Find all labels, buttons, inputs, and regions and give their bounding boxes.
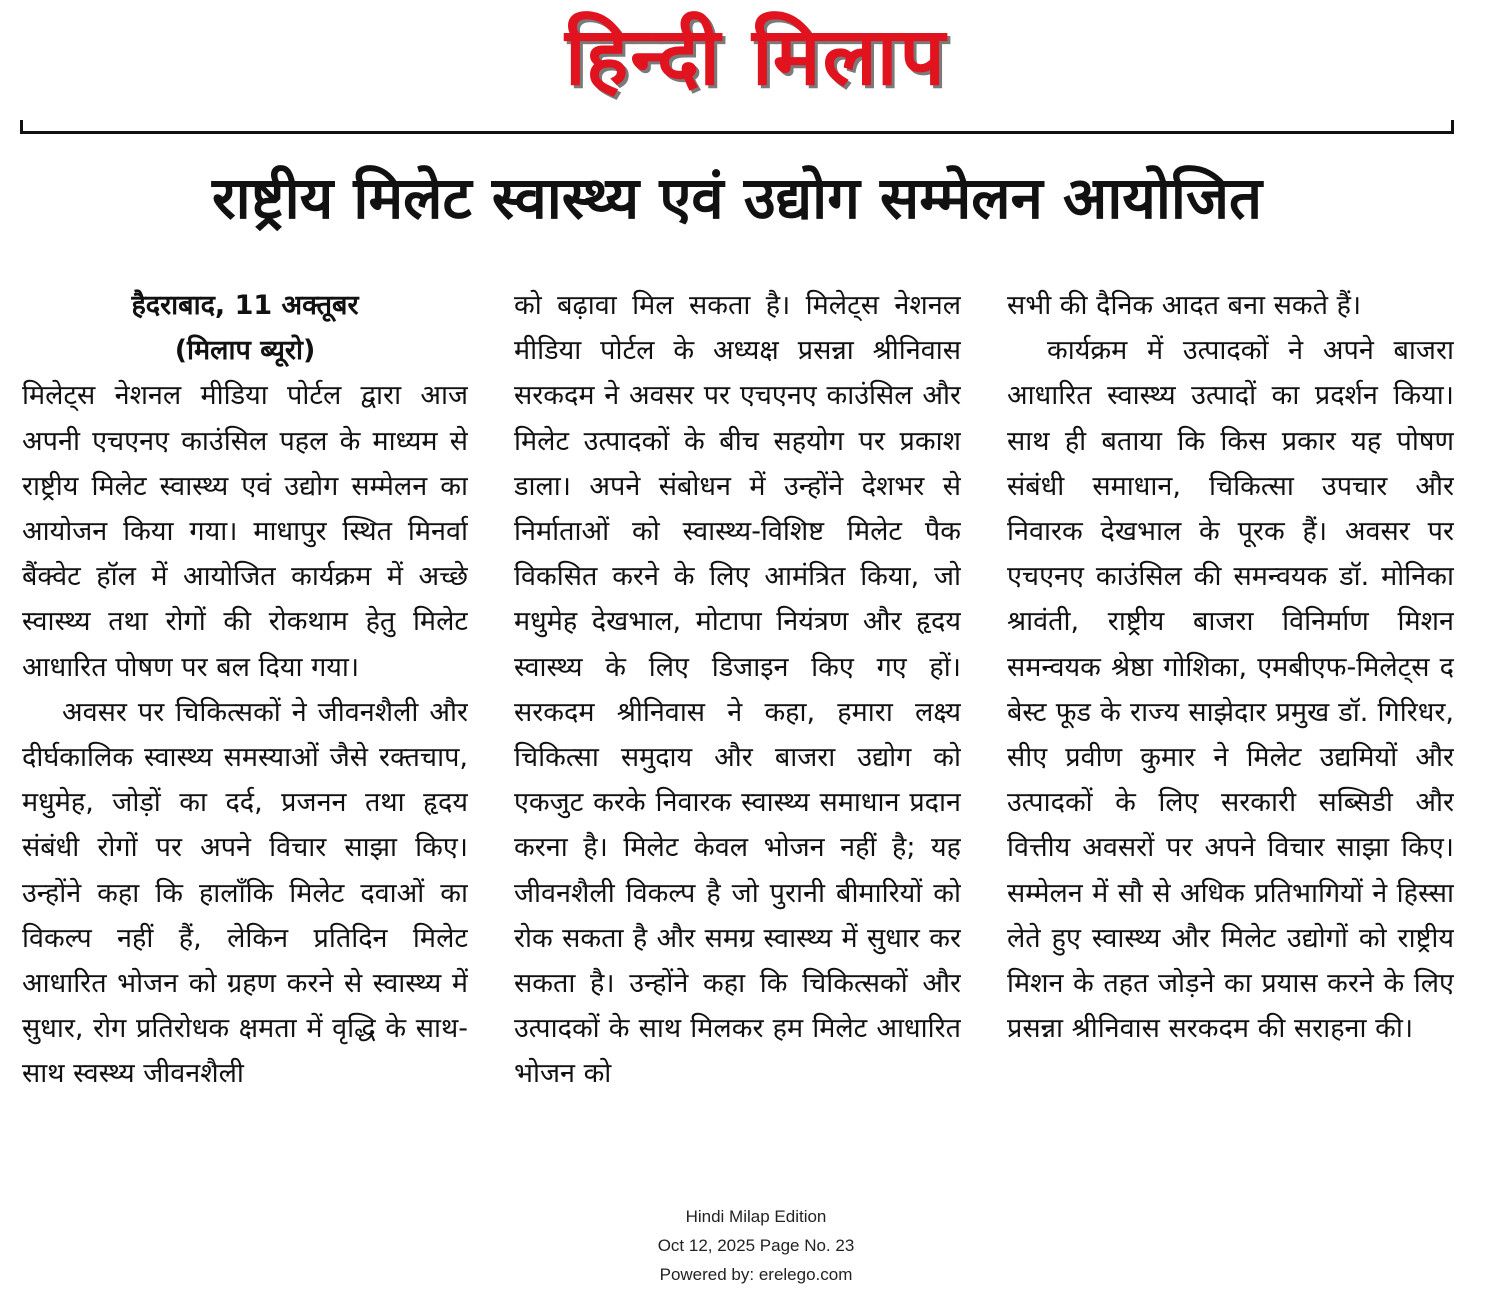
- article-paragraph: को बढ़ावा मिल सकता है। मिलेट्स नेशनल मीडिया पोर्टल के अध्यक्ष प्रसन्ना श्रीनिवास सरकदम ने अवसर पर एचएनए काउंसिल और मिलेट उत्पादकों के बीच सहयोग पर प्रकाश डाला। अपने संबोधन में उन्होंने देशभर से निर्माताओं को स्वास्थ्य-विशिष्ट मिलेट पैक विकसित करने के लिए आमंत्रित किया, जो मधुमेह देखभाल, मोटापा नियंत्रण और हृदय स्वास्थ्य के लिए डिजाइन किए गए हों। सरकदम श्रीनिवास ने कहा, हमारा लक्ष्य चिकित्सा समुदाय और बाजरा उद्योग को एकजुट करके निवारक स्वास्थ्य समाधान प्रदान करना है। मिलेट केवल भोजन नहीं है; यह जीवनशैली विकल्प है जो पुरानी बीमारियों को रोक सकता है और समग्र स्वास्थ्य में सुधार कर सकता है। उन्होंने कहा कि चिकित्सकों और उत्पादकों के साथ मिलकर हम मिलेट आधारित भोजन को: [514, 290, 961, 1090]
- article-column-3: [1007, 283, 1454, 1198]
- article-paragraph: अवसर पर चिकित्सकों ने जीवनशैली और दीर्घकालिक स्वास्थ्य समस्याओं जैसे रक्तचाप, मधुमेह, जोड़ों का दर्द, प्रजनन तथा हृदय संबंधी रोगों पर अपने विचार साझा किए। उन्होंने कहा कि हालाँकि मिलेट दवाओं का विकल्प नहीं हैं, लेकिन प्रतिदिन मिलेट आधारित भोजन को ग्रहण करने से स्वास्थ्य में सुधार, रोग प्रतिरोधक क्षमता में वृद्धि के साथ-साथ स्वस्थ्य जीवनशैली: [22, 696, 468, 1090]
- page-footer: [0, 1202, 1512, 1289]
- masthead-rule: [20, 120, 1454, 134]
- article-column-2: [514, 283, 961, 1198]
- newspaper-logo: हिन्दी मिलाप: [565, 9, 947, 103]
- article-column-1: [22, 283, 468, 1198]
- footer-edition: Hindi Milap Edition: [685, 1207, 827, 1226]
- article-paragraph: कार्यक्रम में उत्पादकों ने अपने बाजरा आधारित स्वास्थ्य उत्पादों का प्रदर्शन किया। साथ ही बताया कि किस प्रकार यह पोषण संबंधी समाधान, चिकित्सा उपचार और निवारक देखभाल के पूरक हैं। अवसर पर एचएनए काउंसिल की समन्वयक डॉ. मोनिका श्रावंती, राष्ट्रीय बाजरा विनिर्माण मिशन समन्वयक श्रेष्ठा गोशिका, एमबीएफ-मिलेट्स द बेस्ट फूड के राज्य साझेदार प्रमुख डॉ. गिरिधर, सीए प्रवीण कुमार ने मिलेट उद्यमियों और उत्पादकों के लिए सरकारी सब्सिडी और वित्तीय अवसरों पर अपने विचार साझा किए। सम्मेलन में सौ से अधिक प्रतिभागियों ने हिस्सा लेते हुए स्वास्थ्य और मिलेट उद्योगों को राष्ट्रीय मिशन के तहत जोड़ने का प्रयास करने के लिए प्रसन्ना श्रीनिवास सरकदम की सराहना की।: [1007, 335, 1454, 1045]
- article-paragraph: सभी की दैनिक आदत बना सकते हैं।: [1007, 290, 1362, 321]
- article-headline: राष्ट्रीय मिलेट स्वास्थ्य एवं उद्योग सम्मेलन आयोजित: [211, 164, 1263, 232]
- article-dateline: हैदराबाद, 11 अक्तूबर: [131, 290, 359, 321]
- article-paragraph: मिलेट्स नेशनल मीडिया पोर्टल द्वारा आज अपनी एचएनए काउंसिल पहल के माध्यम से राष्ट्रीय मिलेट स्वास्थ्य एवं उद्योग सम्मेलन का आयोजन किया गया। माधापुर स्थित मिनर्वा बैंक्वेट हॉल में आयोजित कार्यक्रम में अच्छे स्वास्थ्य तथा रोगों की रोकथाम हेतु मिलेट आधारित पोषण पर बल दिया गया।: [22, 380, 468, 683]
- article-bureau: (मिलाप ब्यूरो): [174, 335, 316, 367]
- footer-date-page: Oct 12, 2025 Page No. 23: [657, 1236, 855, 1255]
- footer-powered-by[interactable]: Powered by: erelego.com: [659, 1265, 853, 1284]
- masthead: [0, 2, 1512, 110]
